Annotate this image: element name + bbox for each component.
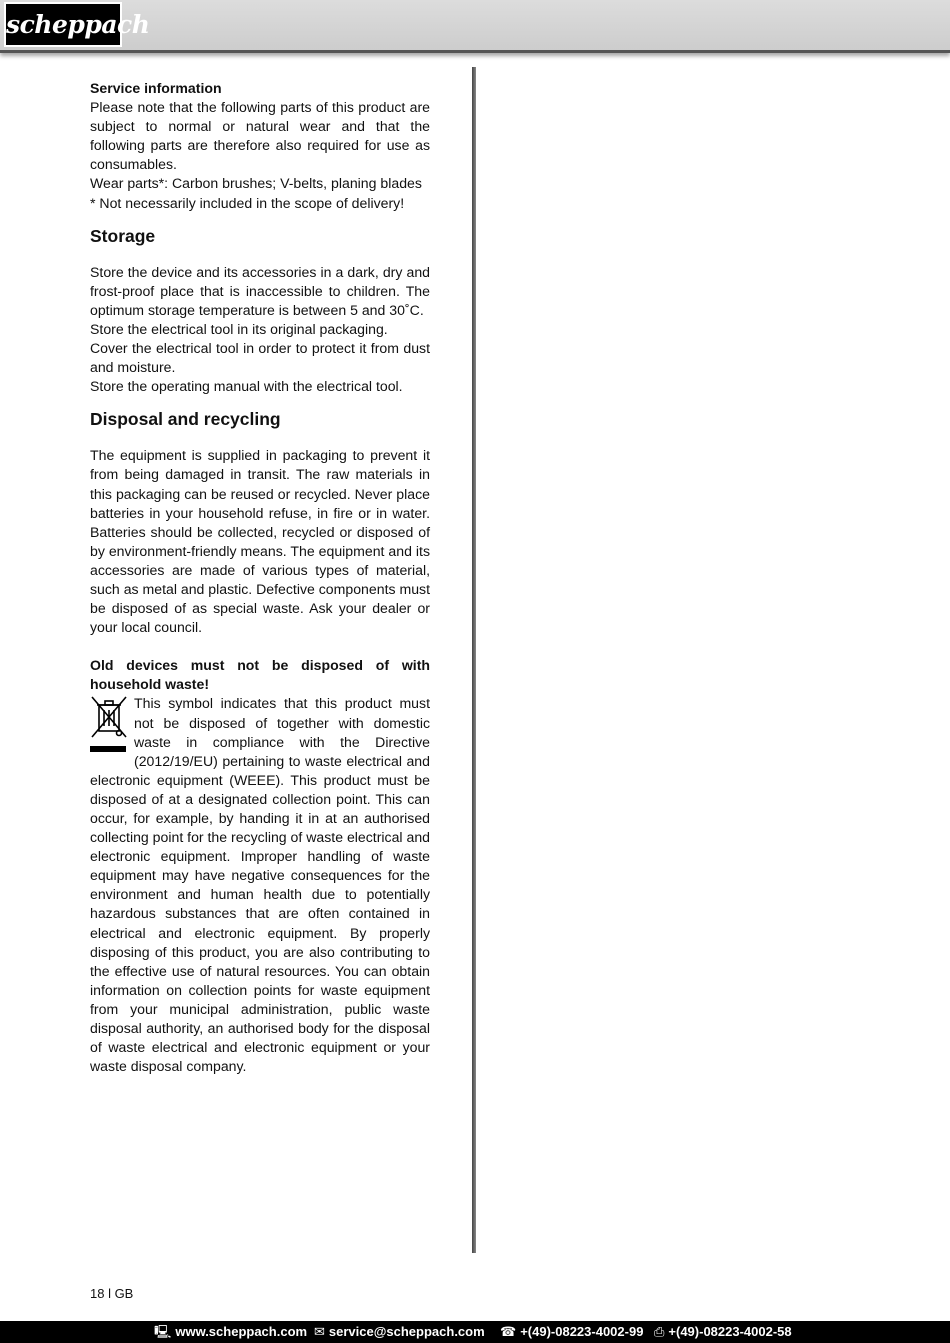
- page-footer: [0, 1321, 950, 1343]
- disposal-paragraph: The equipment is supplied in packaging to prevent it from being damaged in transit. The raw materials in this packaging can be reused or recycled. Never place batteries in your household refuse, in fire or in water. Batteries should be collected, recycled or disposed of by environment-friendly means. The equipment and its accessories are made of various types of material, such as metal and plastic. Defective components must be disposed of as special waste. Ask your dealer or your local council.: [90, 447, 430, 636]
- left-column: [90, 79, 430, 1076]
- storage-heading: Storage: [90, 225, 156, 246]
- disposal-heading: Disposal and recycling: [90, 409, 281, 430]
- storage-line: Store the device and its accessories in a dark, dry and frost-proof place that is inaccessible to children. The optimum storage temperature is between 5 and 30˚C.: [90, 263, 430, 318]
- footer-email[interactable]: ✉ service@scheppach.com: [314, 1321, 485, 1343]
- delivery-note: * Not necessarily included in the scope of delivery!: [90, 194, 405, 211]
- telephone-icon: ☎: [500, 1324, 517, 1339]
- storage-line: Store the electrical tool in its original packaging.: [90, 320, 388, 337]
- service-heading: Service information: [90, 80, 222, 96]
- page-header: [0, 0, 950, 53]
- column-divider: [472, 67, 476, 1253]
- footer-phone: ☎ +(49)-08223-4002-99: [500, 1321, 643, 1343]
- page-number: 18 l GB: [90, 1286, 134, 1301]
- crossed-out-wheelie-bin-icon: [90, 695, 130, 757]
- computer-icon: 🖳: [154, 1324, 172, 1339]
- wear-parts-line: Wear parts*: Carbon brushes; V-belts, planing blades: [90, 175, 422, 192]
- weee-block: [90, 694, 430, 1076]
- scheppach-logo: scheppach: [4, 2, 122, 47]
- mail-icon: ✉: [314, 1324, 325, 1339]
- disposal-warning: Old devices must not be disposed of with household waste!: [90, 657, 430, 693]
- footer-website[interactable]: 🖳 www.scheppach.com: [154, 1321, 307, 1343]
- weee-paragraph: This symbol indicates that this product must not be disposed of together with domestic waste in compliance with the Directive (2012/19/EU) pertaining to waste electrical and electronic equipment (WEEE). This product must be disposed of at a designated collection point. This can occur, for example, by handing it in at an authorised collecting point for the recycling of waste electrical and electronic equipment. Improper handling of waste equipment may have negative consequences for the environment and human health due to potentially hazardous substances that are often contained in electrical and electronic equipment. By properly disposing of this product, you are also contributing to the effective use of natural resources. You can obtain information on collection points for waste equipment from your municipal administration, public waste disposal authority, an authorised body for the disposal of waste electrical and electronic equipment or your waste disposal company.: [90, 695, 430, 1075]
- fax-icon: ⎙: [654, 1324, 665, 1339]
- footer-fax: ⎙ +(49)-08223-4002-58: [654, 1321, 792, 1343]
- storage-line: Store the operating manual with the electrical tool.: [90, 378, 403, 395]
- service-paragraph: Please note that the following parts of this product are subject to normal or natural wear and that the following parts are therefore also required for use as consumables.: [90, 99, 430, 173]
- storage-line: Cover the electrical tool in order to protect it from dust and moisture.: [90, 340, 430, 376]
